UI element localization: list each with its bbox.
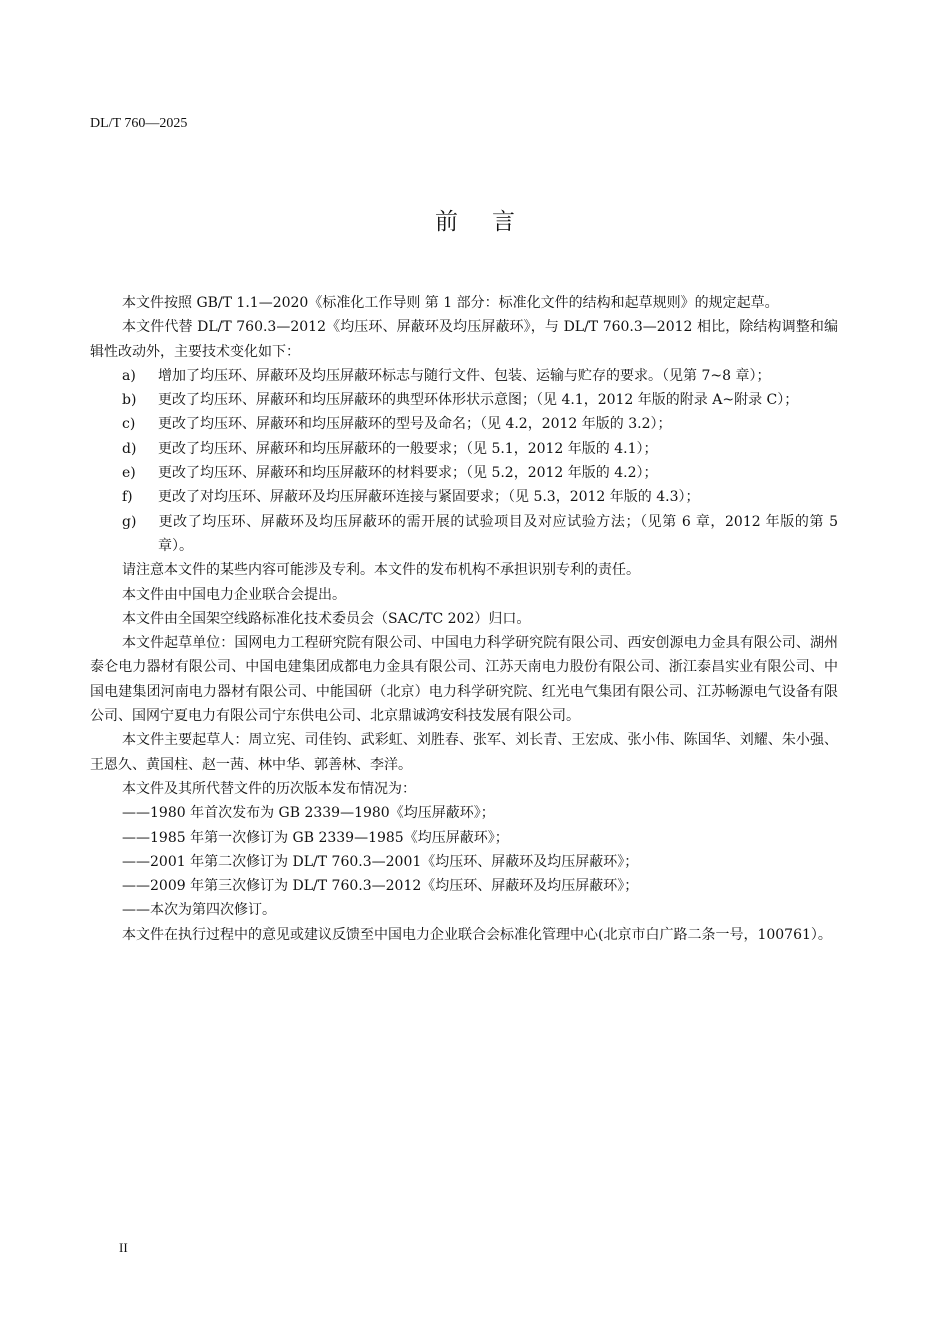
change-item-text: 更改了均压环、屏蔽环和均压屏蔽环的型号及命名；（见 4.2，2012 年版的 3.2）； (158, 416, 672, 433)
change-item (90, 510, 838, 559)
page-number: II (119, 1240, 128, 1255)
change-item-label: c) (122, 416, 136, 433)
change-item (90, 437, 838, 461)
paragraph-proposed-by: 本文件由中国电力企业联合会提出。 (122, 586, 346, 603)
change-item-label: g) (122, 513, 137, 530)
change-item-text: 更改了均压环、屏蔽环和均压屏蔽环的材料要求；（见 5.2，2012 年版的 4.2）； (158, 465, 658, 482)
history-item: ——本次为第四次修订。 (122, 902, 276, 919)
change-item-text: 更改了均压环、屏蔽环及均压屏蔽环的需开展的试验项目及对应试验方法；（见第 6 章，2012 年版的第 5 章）。 (158, 513, 838, 554)
change-item-label: e) (122, 465, 136, 482)
change-item-text: 更改了均压环、屏蔽环和均压屏蔽环的一般要求；（见 5.1，2012 年版的 4.1）； (158, 440, 658, 457)
change-item-label: b) (122, 392, 137, 409)
history-item: ——1985 年第一次修订为 GB 2339—1985《均压屏蔽环》； (122, 829, 509, 846)
paragraph-history-intro: 本文件及其所代替文件的历次版本发布情况为： (122, 780, 416, 797)
paragraph-patent-notice: 请注意本文件的某些内容可能涉及专利。本文件的发布机构不承担识别专利的责任。 (122, 562, 640, 579)
paragraph-drafters: 本文件主要起草人：周立宪、司佳钧、武彩虹、刘胜春、张军、刘长青、王宏成、张小伟、陈国华、刘耀、朱小强、王恩久、黄国柱、赵一茜、林中华、郭善林、李洋。 (90, 732, 838, 773)
change-item (90, 485, 838, 509)
page-title: 前言 (435, 209, 549, 235)
change-item-text: 更改了对均压环、屏蔽环及均压屏蔽环连接与紧固要求；（见 5.3，2012 年版的 4.3）； (158, 489, 700, 506)
history-item: ——1980 年首次发布为 GB 2339—1980《均压屏蔽环》； (122, 805, 495, 822)
change-item-label: a) (122, 367, 136, 384)
change-item-label: f) (122, 489, 133, 506)
foreword-body (90, 291, 838, 947)
change-item-text: 更改了均压环、屏蔽环和均压屏蔽环的典型环体形状示意图；（见 4.1，2012 年版的附录 A~附录 C）； (158, 392, 799, 409)
document-id: DL/T 760—2025 (90, 116, 188, 131)
change-item (90, 412, 838, 436)
paragraph-technical-committee: 本文件由全国架空线路标准化技术委员会（SAC/TC 202）归口。 (122, 610, 531, 627)
paragraph-replaces: 本文件代替 DL/T 760.3—2012《均压环、屏蔽环及均压屏蔽环》，与 DL/T 760.3—2012 相比，除结构调整和编辑性改动外，主要技术变化如下： (90, 319, 838, 360)
history-item: ——2009 年第三次修订为 DL/T 760.3—2012《均压环、屏蔽环及均压屏蔽环》； (122, 878, 639, 895)
history-item: ——2001 年第二次修订为 DL/T 760.3—2001《均压环、屏蔽环及均压屏蔽环》； (122, 853, 639, 870)
paragraph-feedback: 本文件在执行过程中的意见或建议反馈至中国电力企业联合会标准化管理中心(北京市白广路二条一号，100761）。 (122, 926, 832, 943)
change-item (90, 461, 838, 485)
paragraph-drafting-units: 本文件起草单位：国网电力工程研究院有限公司、中国电力科学研究院有限公司、西安创源电力金具有限公司、湖州泰仑电力器材有限公司、中国电建集团成都电力金具有限公司、江苏天南电力股份有限公司、浙江泰昌实业有限公司、中国电建集团河南电力器材有限公司、中能国研（北京）电力科学研究院、红光电气集团有限公司、江苏畅源电气设备有限公司、国网宁夏电力有限公司宁东供电公司、北京鼎诚鸿安科技发展有限公司。 (90, 635, 838, 725)
paragraph-drafting-rules: 本文件按照 GB/T 1.1—2020《标准化工作导则 第 1 部分：标准化文件的结构和起草规则》的规定起草。 (122, 295, 779, 311)
change-item (90, 388, 838, 412)
change-item-label: d) (122, 440, 137, 457)
change-item (90, 364, 838, 388)
change-item-text: 增加了均压环、屏蔽环及均压屏蔽环标志与随行文件、包装、运输与贮存的要求。（见第 7~8 章）； (158, 367, 771, 384)
